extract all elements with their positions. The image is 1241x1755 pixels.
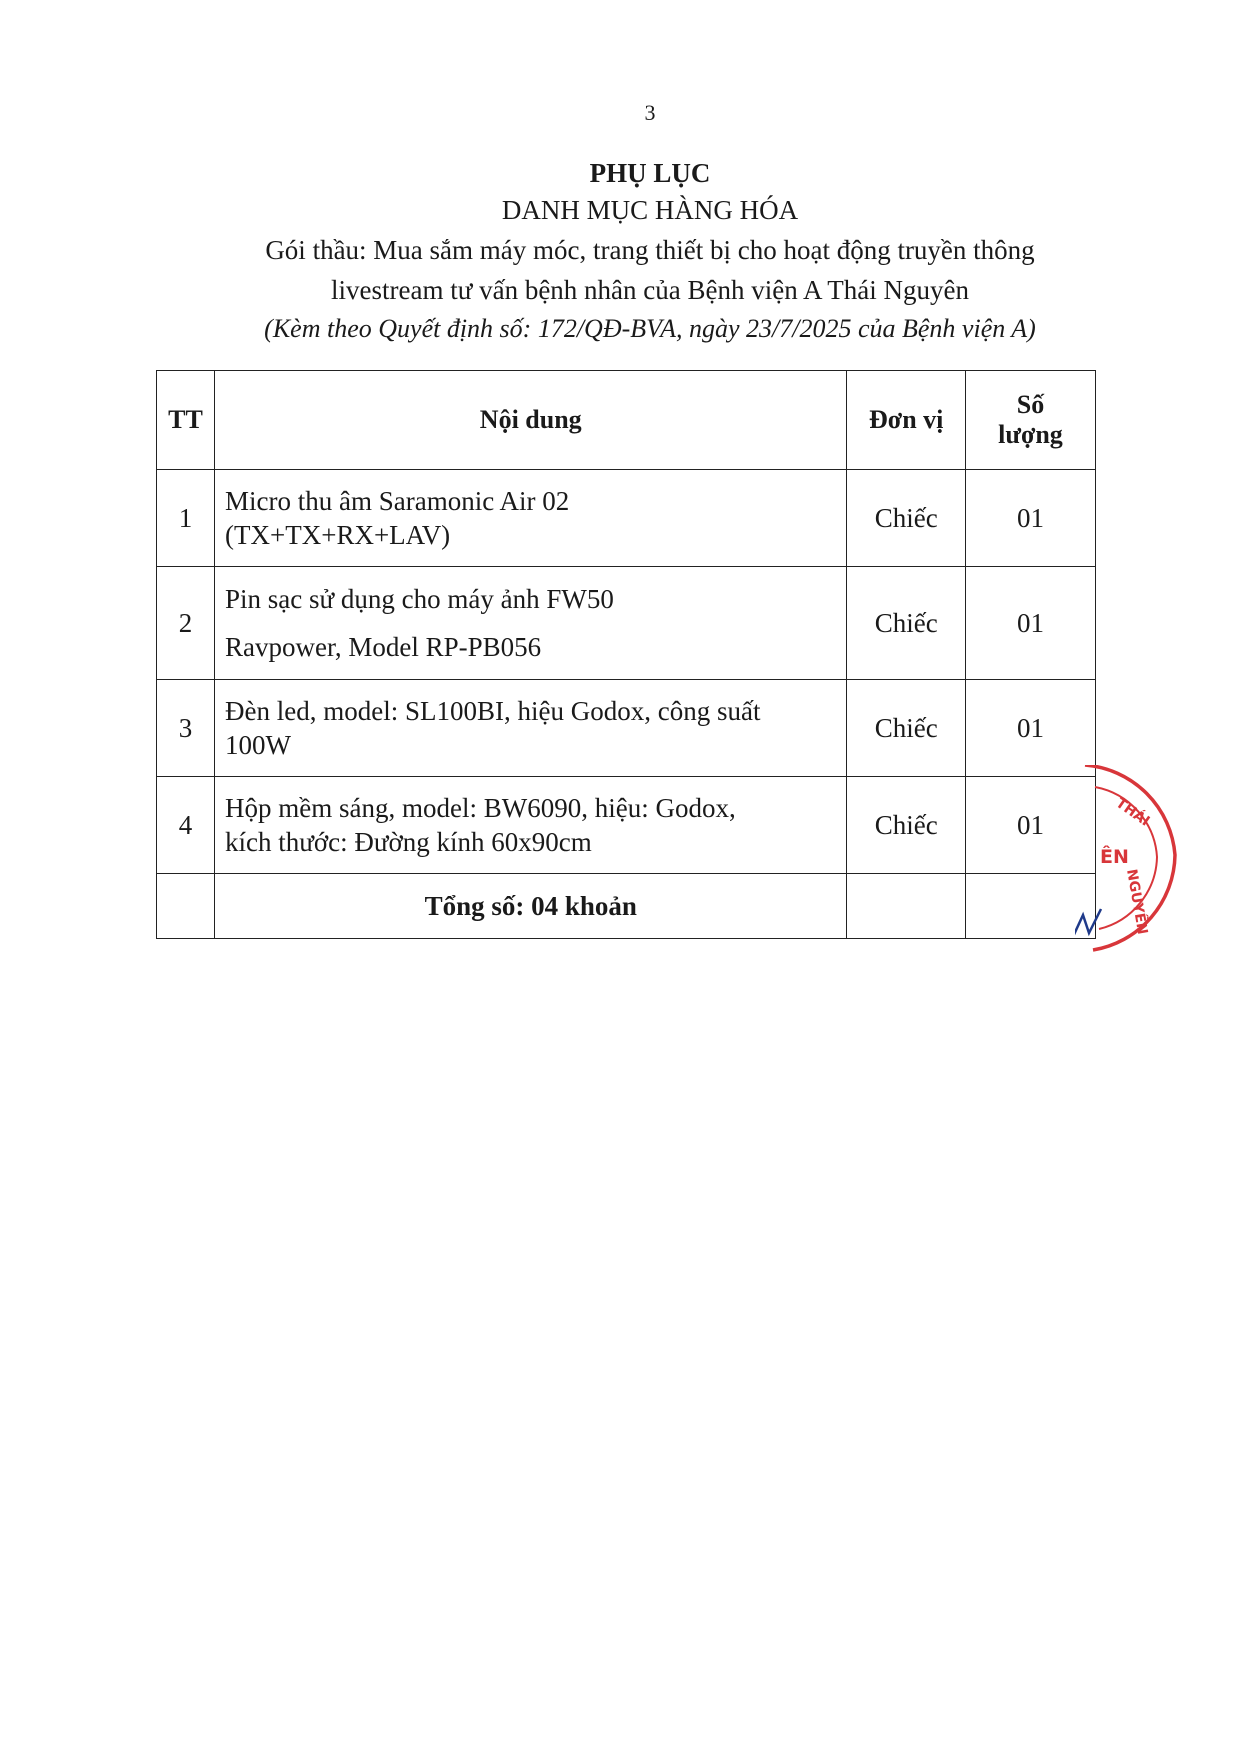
row-number: 4 bbox=[157, 777, 215, 874]
attachment-note: (Kèm theo Quyết định số: 172/QĐ-BVA, ngày 23/7/2025 của Bệnh viện A) bbox=[264, 314, 1036, 343]
row-content-line2: Ravpower, Model RP-PB056 bbox=[225, 632, 542, 662]
row-unit: Chiếc bbox=[847, 567, 965, 680]
total-empty-cell bbox=[847, 874, 965, 939]
row-content bbox=[215, 680, 847, 777]
total-label: Tổng số: 04 khoản bbox=[215, 874, 847, 939]
header-unit: Đơn vị bbox=[847, 371, 965, 470]
row-quantity: 01 bbox=[965, 680, 1095, 777]
header-tt: TT bbox=[157, 371, 215, 470]
svg-text:THÁI: THÁI bbox=[1112, 795, 1153, 830]
row-content bbox=[215, 567, 847, 680]
row-unit: Chiếc bbox=[847, 680, 965, 777]
goods-table bbox=[156, 370, 1096, 939]
row-content bbox=[215, 470, 847, 567]
page-number: 3 bbox=[644, 100, 656, 125]
row-unit: Chiếc bbox=[847, 777, 965, 874]
header-content: Nội dung bbox=[215, 371, 847, 470]
row-quantity: 01 bbox=[965, 567, 1095, 680]
row-number: 3 bbox=[157, 680, 215, 777]
row-number: 2 bbox=[157, 567, 215, 680]
header-quantity bbox=[965, 371, 1095, 470]
table-row bbox=[157, 470, 1096, 567]
row-content bbox=[215, 777, 847, 874]
row-unit: Chiếc bbox=[847, 470, 965, 567]
header-quantity-line1: Số bbox=[1016, 390, 1045, 419]
svg-text:NGUYÊN: NGUYÊN bbox=[1123, 867, 1151, 936]
seal-stamp-icon bbox=[1075, 765, 1195, 965]
row-quantity: 01 bbox=[965, 777, 1095, 874]
row-content-line1: Pin sạc sử dụng cho máy ảnh FW50 bbox=[225, 584, 614, 614]
table-row bbox=[157, 567, 1096, 680]
document-header bbox=[200, 155, 1100, 349]
row-content-line2: (TX+TX+RX+LAV) bbox=[225, 520, 451, 550]
row-content-line2: kích thước: Đường kính 60x90cm bbox=[225, 827, 592, 857]
package-line-2: livestream tư vấn bệnh nhân của Bệnh viện A Thái Nguyên bbox=[331, 275, 969, 305]
document-title: PHỤ LỤC bbox=[589, 158, 711, 188]
row-content-line1: Đèn led, model: SL100BI, hiệu Godox, công suất bbox=[225, 696, 761, 726]
table-header-row bbox=[157, 371, 1096, 470]
row-content-line2: 100W bbox=[225, 730, 291, 760]
header-quantity-line2: lượng bbox=[998, 420, 1063, 449]
table-row bbox=[157, 777, 1096, 874]
document-subtitle: DANH MỤC HÀNG HÓA bbox=[501, 195, 799, 225]
row-content-line1: Micro thu âm Saramonic Air 02 bbox=[225, 486, 570, 516]
row-content-line1: Hộp mềm sáng, model: BW6090, hiệu: Godox, bbox=[225, 793, 736, 823]
row-number: 1 bbox=[157, 470, 215, 567]
package-line-1: Gói thầu: Mua sắm máy móc, trang thiết bị cho hoạt động truyền thông bbox=[265, 235, 1035, 265]
total-empty-cell bbox=[157, 874, 215, 939]
total-row bbox=[157, 874, 1096, 939]
row-quantity: 01 bbox=[965, 470, 1095, 567]
table-row bbox=[157, 680, 1096, 777]
svg-text:ÊN: ÊN bbox=[1100, 846, 1129, 868]
